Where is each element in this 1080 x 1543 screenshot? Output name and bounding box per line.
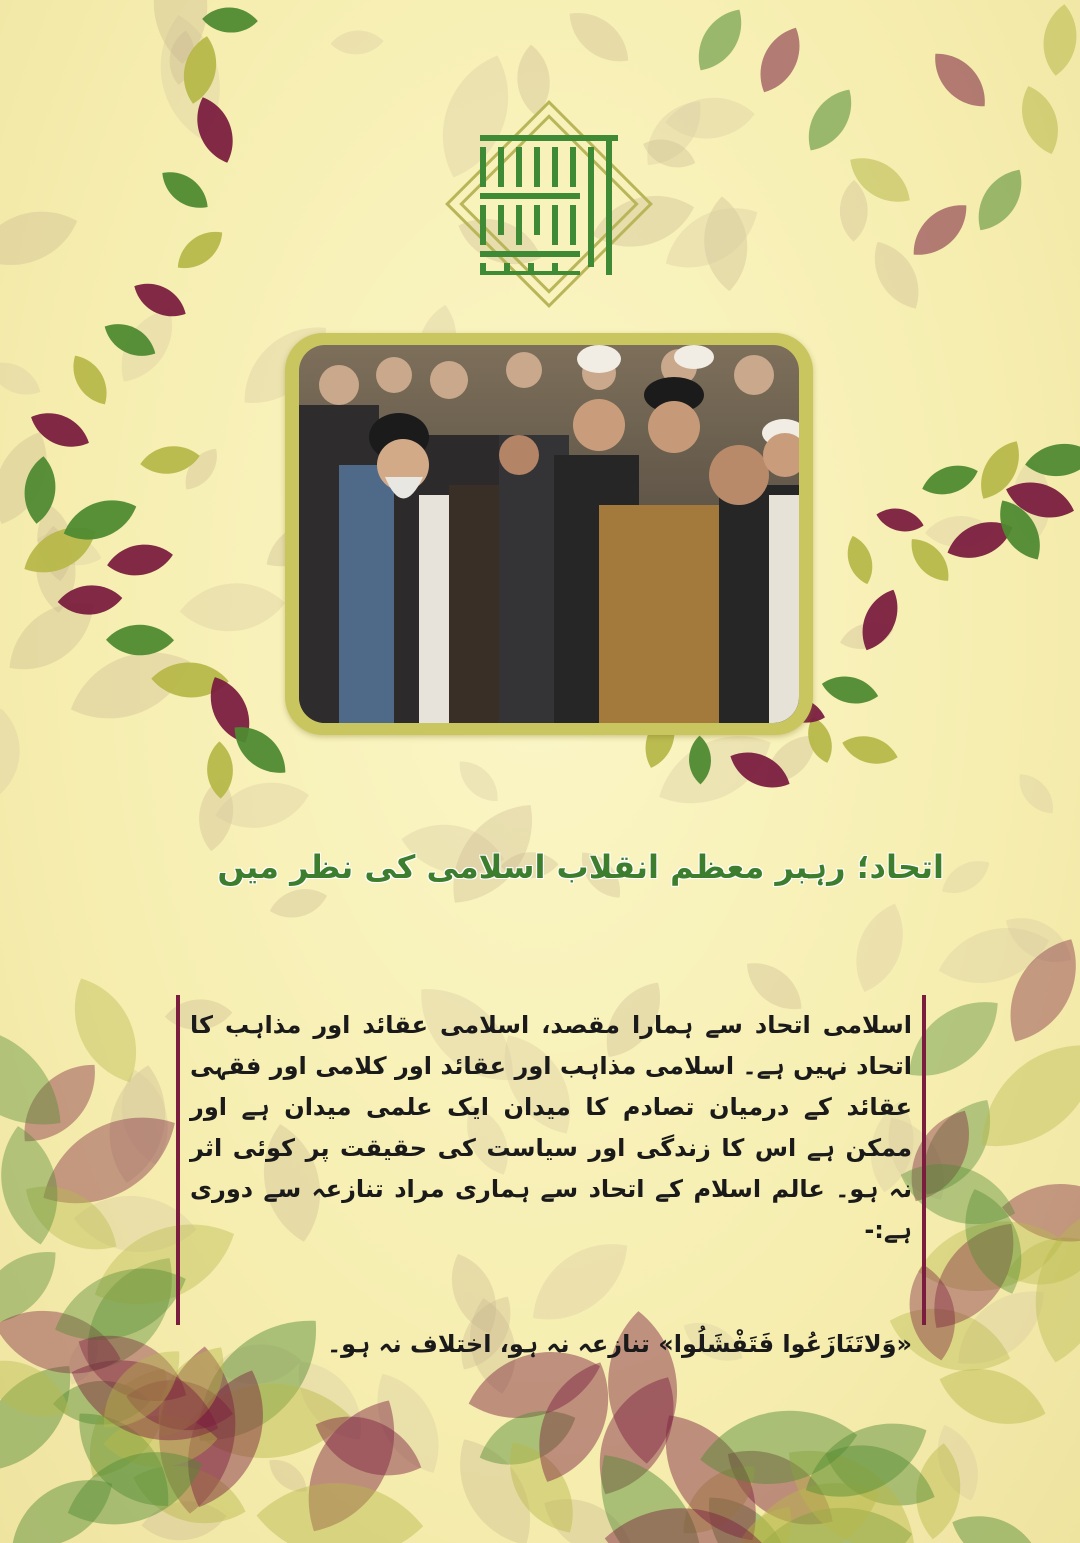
leaf-shape: [839, 730, 901, 769]
leaf-shape: [202, 6, 259, 33]
leaf-shape: [105, 540, 175, 580]
leaf-shape: [0, 198, 85, 278]
leaf-shape: [967, 161, 1033, 239]
leaf-shape: [1011, 767, 1061, 821]
accent-bar-left: [176, 995, 180, 1325]
leaf-shape: [330, 29, 384, 56]
leaf-shape: [451, 753, 506, 809]
leaf-shape: [936, 852, 996, 902]
leaf-shape: [0, 708, 21, 795]
leaf-shape: [750, 21, 811, 100]
leaf-shape: [170, 223, 230, 278]
leaf-shape: [797, 81, 863, 159]
leaf-shape: [155, 163, 216, 217]
leaf-shape: [924, 43, 997, 118]
body-paragraph: اسلامی اتحاد سے ہمارا مقصد، اسلامی عقائد اور مذاہب کا اتحاد نہیں ہے۔ اسلامی مذاہب اور عقائد اور کلامی اور فقہی عقائد کے درمیان تصادم کا میدان ایک علمی میدان ہے اور ممکن ہے اس کا زندگی اور سیاست کی حقیقت پر کوئی اثر نہ ہو۔ عالم اسلام کے اتحاد سے ہماری مراد تنازعہ سے دوری ہے:-: [190, 1011, 912, 1244]
leaf-shape: [64, 349, 116, 411]
leaf-shape: [559, 0, 639, 73]
leaf-shape: [845, 897, 915, 999]
leaf-shape: [903, 194, 978, 267]
text-panel: [176, 995, 926, 1325]
leaf-shape: [840, 180, 868, 242]
leaf-shape: [918, 459, 982, 502]
leaf-shape: [178, 579, 287, 635]
leaf-shape: [842, 533, 878, 588]
accent-bar-right: [922, 995, 926, 1325]
leaf-shape: [819, 671, 881, 708]
leaf-shape: [267, 883, 331, 924]
leaf-shape: [0, 354, 46, 404]
leaf-shape: [1013, 81, 1067, 160]
congregation-prayer-photo: [299, 345, 799, 723]
kufic-calligraphy-logo: [440, 95, 658, 313]
page-title: اتحاد؛ رہبر معظم انقلاب اسلامی کی نظر میں: [217, 848, 944, 886]
leaf-shape: [944, 1502, 1049, 1543]
leaf-shape: [687, 1, 753, 79]
leaf-shape: [874, 504, 926, 536]
leaf-shape: [106, 624, 174, 655]
quran-quote-line: «وَلاتَنَازَعُوا فَتَفْشَلُوا» تنازعہ نہ ہو، اختلاف نہ ہو۔: [327, 1330, 912, 1358]
leaf-shape: [254, 1478, 425, 1543]
leaf-shape: [1039, 2, 1080, 77]
photo-frame: [285, 333, 813, 735]
